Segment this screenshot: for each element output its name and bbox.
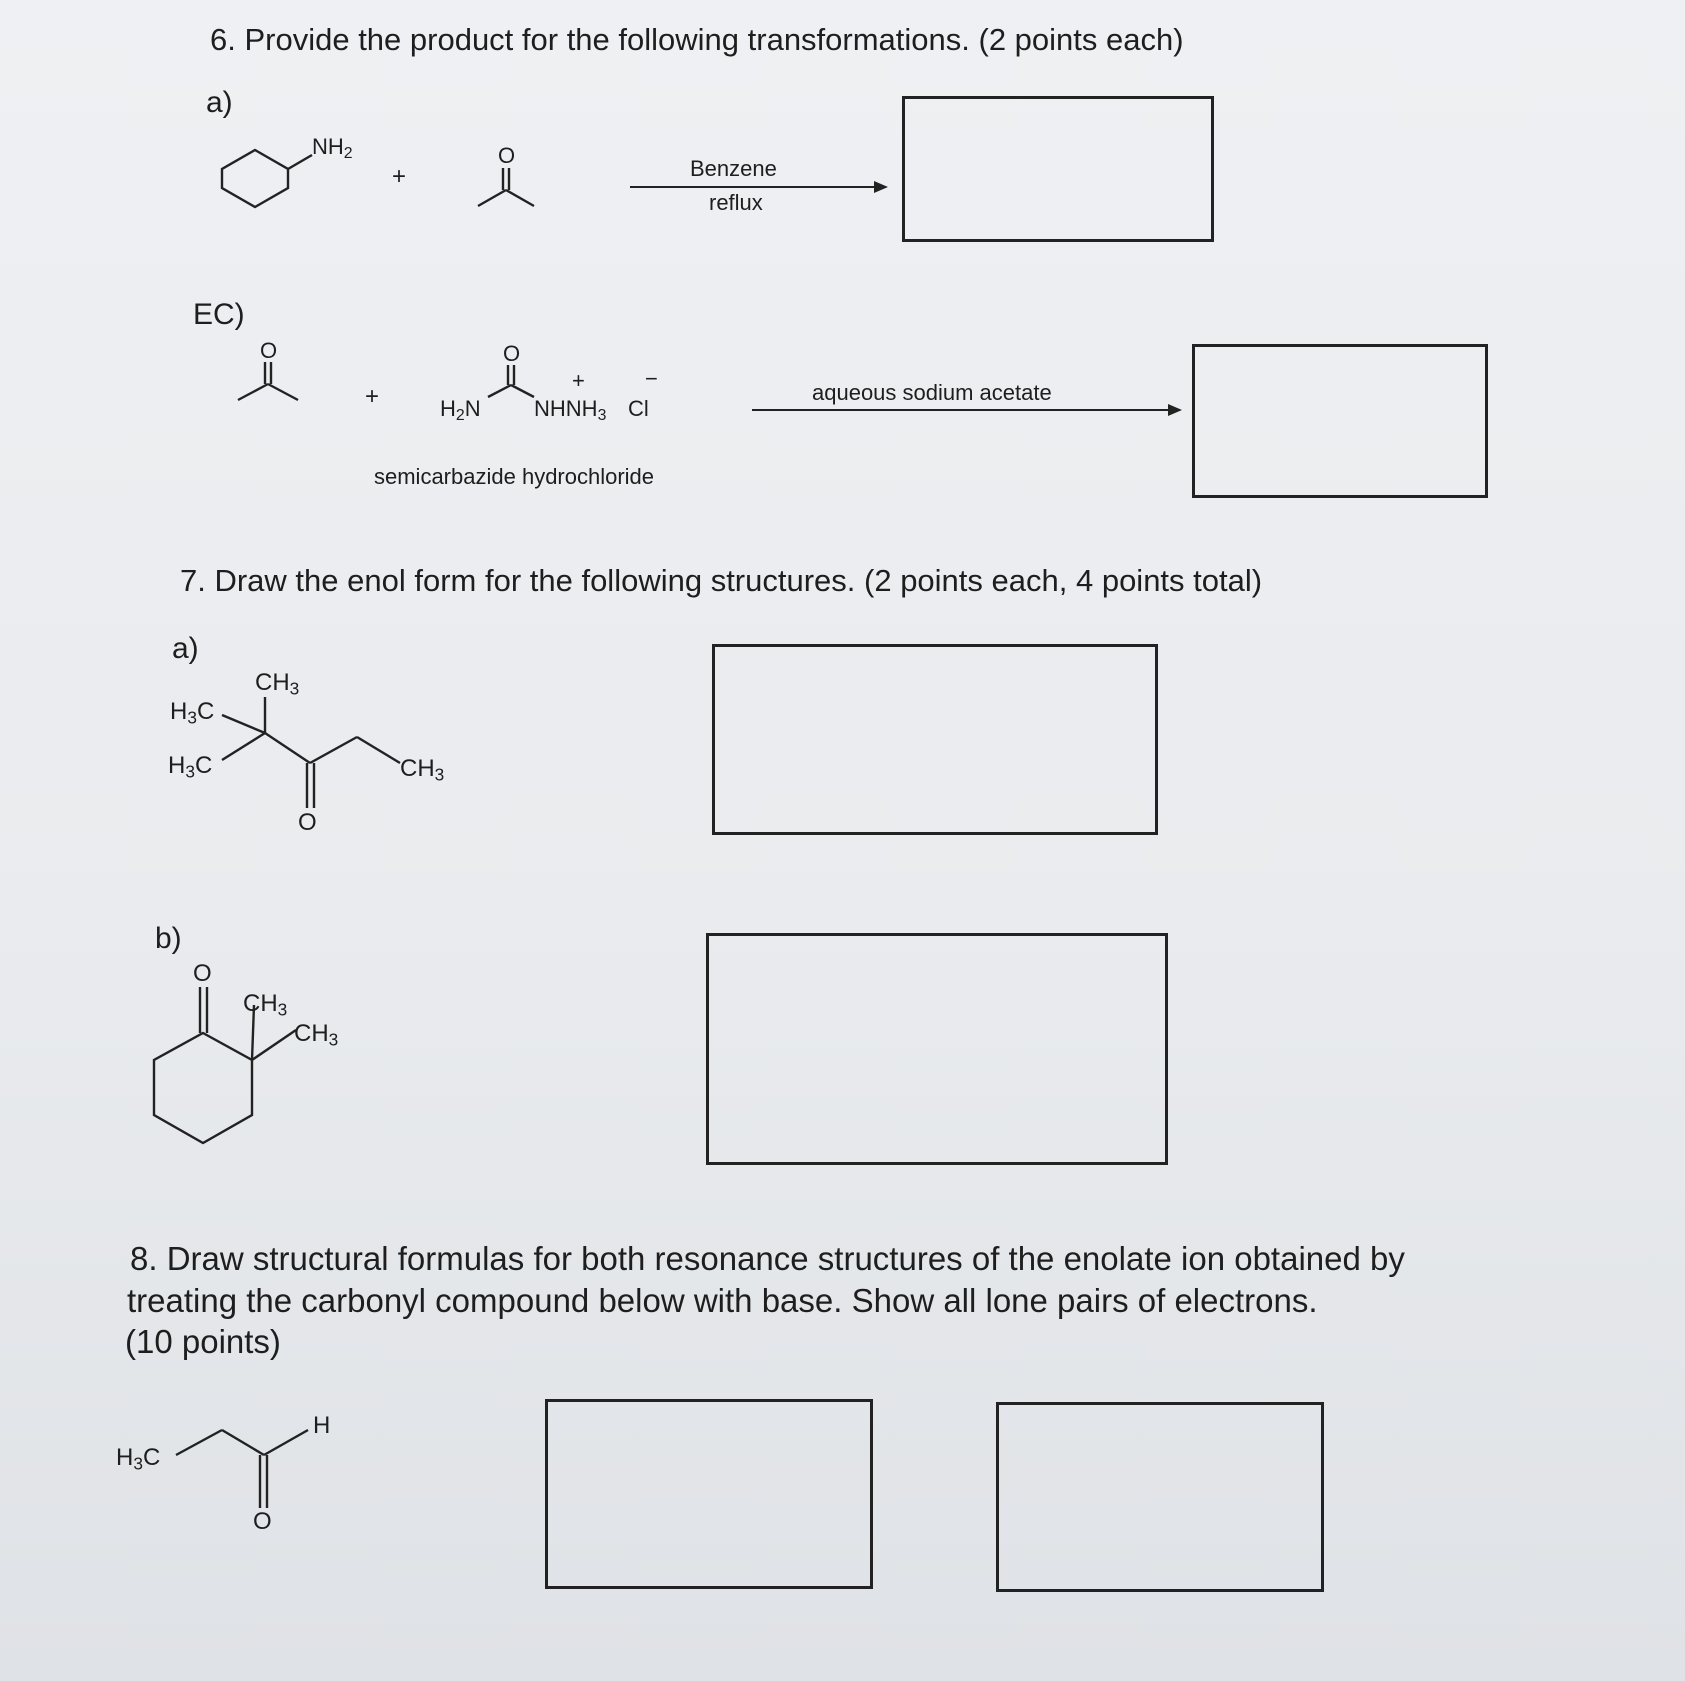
answer-box-6a[interactable] bbox=[902, 96, 1214, 242]
ch3-label-1: $CH_3$ bbox=[243, 990, 288, 1020]
charge-minus: − bbox=[645, 366, 658, 391]
plus-sign-ec: + bbox=[365, 383, 380, 410]
ch3-right-label: $CH_3$ bbox=[400, 755, 445, 785]
q7a-label: a) bbox=[172, 632, 199, 665]
q6ec-label: EC) bbox=[193, 298, 245, 331]
aldehyde-h-label: H bbox=[313, 1412, 331, 1439]
condition-reflux: reflux bbox=[709, 190, 763, 215]
chloride-label: Cl bbox=[628, 396, 649, 421]
nh2-label: $NH_2$ bbox=[312, 134, 353, 162]
carbonyl-oxygen-7b: O bbox=[193, 960, 212, 987]
condition-sodium-acetate: aqueous sodium acetate bbox=[812, 380, 1052, 405]
condition-benzene: Benzene bbox=[690, 156, 777, 181]
ch3-top-label: $CH_3$ bbox=[255, 669, 300, 699]
nhnh3-label: $NHNH_3$ bbox=[534, 396, 607, 424]
answer-box-8-right[interactable] bbox=[996, 1402, 1324, 1592]
acetone-oxygen-ec: O bbox=[260, 338, 278, 363]
q8-line1: 8. Draw structural formulas for both resonance structures of the enolate ion obtained by bbox=[130, 1240, 1405, 1277]
h3c-label-q8: $H_3C$ bbox=[116, 1444, 161, 1474]
answer-box-8-left[interactable] bbox=[545, 1399, 873, 1589]
h3c-lower-label: $H_3C$ bbox=[168, 752, 213, 782]
acetone-oxygen-a: O bbox=[498, 143, 516, 168]
plus-sign-a: + bbox=[392, 163, 407, 190]
q8-line3: (10 points) bbox=[125, 1323, 281, 1360]
answer-box-7a[interactable] bbox=[712, 644, 1158, 835]
q7b-label: b) bbox=[155, 922, 182, 955]
charge-plus: + bbox=[572, 368, 585, 393]
h3c-upper-label: $H_3C$ bbox=[170, 698, 215, 728]
answer-box-7b[interactable] bbox=[706, 933, 1168, 1165]
reaction-arrow-a bbox=[630, 186, 886, 188]
q7-title: 7. Draw the enol form for the following structures. (2 points each, 4 points total) bbox=[180, 563, 1263, 598]
carbonyl-oxygen-q8: O bbox=[253, 1508, 272, 1535]
q6-title: 6. Provide the product for the following transformations. (2 points each) bbox=[210, 22, 1184, 57]
ch3-label-2: $CH_3$ bbox=[294, 1020, 339, 1050]
semicarbazide-oxygen: O bbox=[503, 341, 521, 366]
carbonyl-oxygen-7a: O bbox=[298, 809, 317, 836]
h2n-label: $H_2N$ bbox=[440, 396, 481, 424]
reaction-arrow-ec bbox=[752, 409, 1180, 411]
q6a-label: a) bbox=[206, 86, 233, 119]
reagent-name: semicarbazide hydrochloride bbox=[374, 464, 655, 489]
answer-box-6ec[interactable] bbox=[1192, 344, 1488, 498]
q8-line2: treating the carbonyl compound below with base. Show all lone pairs of electrons. bbox=[127, 1282, 1318, 1319]
